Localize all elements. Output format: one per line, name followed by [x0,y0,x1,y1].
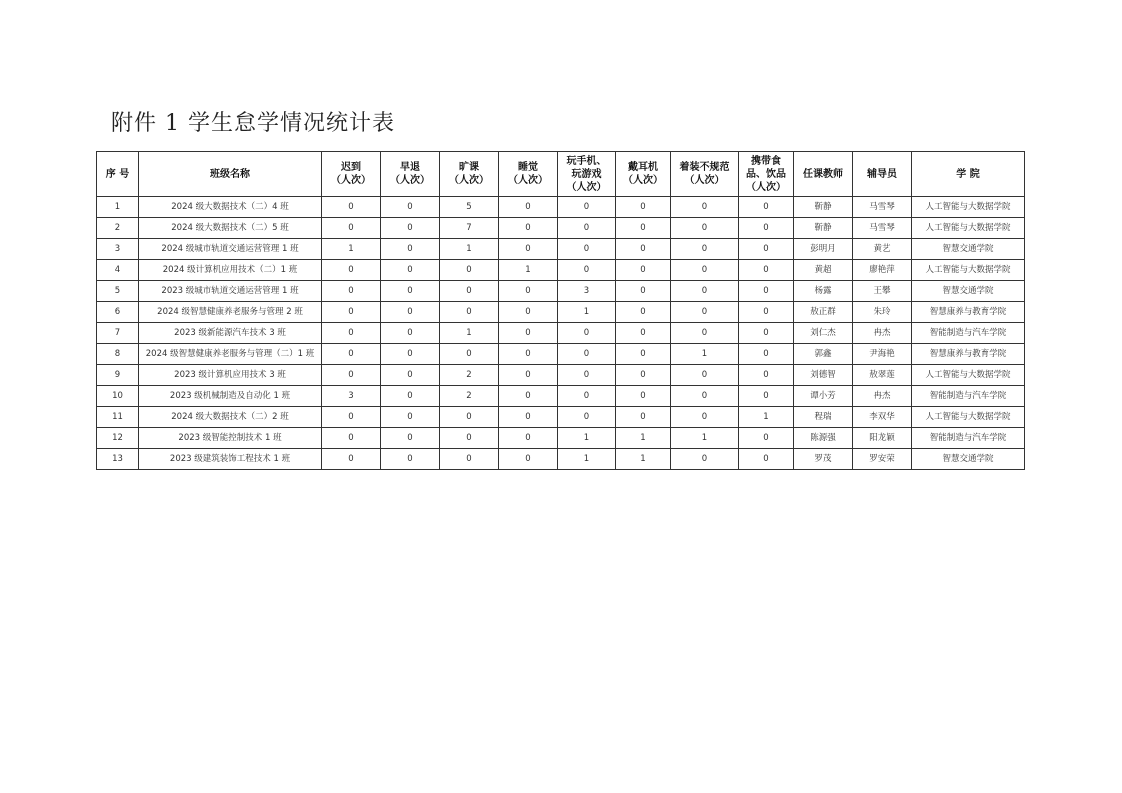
header-earphones-line: 戴耳机 [628,162,658,173]
table-cell: 郭鑫 [794,344,853,365]
table-cell: 王攀 [853,281,912,302]
table-cell: 2023 级城市轨道交通运营管理 1 班 [139,281,322,302]
header-college [912,152,1025,197]
table-cell: 0 [616,386,671,407]
table-cell: 0 [381,365,440,386]
table-cell: 0 [322,428,381,449]
table-cell: 0 [322,218,381,239]
table-cell: 靳静 [794,218,853,239]
header-phone-games-line: 玩手机、 [566,155,607,167]
table-cell: 0 [558,407,616,428]
table-cell: 0 [322,323,381,344]
table-cell: 3 [558,281,616,302]
table-cell: 0 [616,302,671,323]
table-cell: 0 [739,323,794,344]
table-cell: 人工智能与大数据学院 [912,197,1025,218]
table-cell: 2 [440,365,499,386]
table-cell: 黄超 [794,260,853,281]
table-cell: 2023 级计算机应用技术 3 班 [139,365,322,386]
table-cell: 2023 级建筑装饰工程技术 1 班 [139,449,322,470]
header-earphones [616,152,671,197]
table-cell: 廖艳萍 [853,260,912,281]
table-cell: 陈源强 [794,428,853,449]
table-cell: 1 [499,260,558,281]
table-cell: 智慧交通学院 [912,449,1025,470]
table-cell: 0 [322,260,381,281]
table-cell: 0 [616,197,671,218]
table-cell: 0 [499,281,558,302]
table-row [97,218,1025,239]
table-cell: 0 [499,344,558,365]
header-phone-games-line: 玩游戏 [571,168,602,180]
table-cell: 0 [440,281,499,302]
header-dress-code-line: 着装不规范 [679,162,730,173]
table-cell: 0 [499,365,558,386]
table-cell: 0 [616,407,671,428]
table-cell: 人工智能与大数据学院 [912,365,1025,386]
table-cell: 1 [97,197,139,218]
table-cell: 阳龙颖 [853,428,912,449]
header-teacher [794,152,853,197]
table-cell: 13 [97,449,139,470]
table-cell: 人工智能与大数据学院 [912,260,1025,281]
header-phone-games [558,152,616,197]
table-cell: 0 [739,449,794,470]
table-cell: 2024 级大数据技术（二）5 班 [139,218,322,239]
table-row [97,302,1025,323]
header-counselor [853,152,912,197]
table-cell: 智慧交通学院 [912,239,1025,260]
header-college-line: 学 院 [956,168,980,180]
table-row [97,407,1025,428]
header-late-line: （人次） [331,175,371,186]
table-cell: 7 [97,323,139,344]
table-cell: 智慧交通学院 [912,281,1025,302]
table-cell: 0 [671,365,739,386]
table-cell: 2 [97,218,139,239]
table-cell: 0 [616,323,671,344]
table-cell: 9 [97,365,139,386]
header-early-leave-line: 早退 [400,162,420,173]
table-cell: 0 [671,449,739,470]
table-cell: 1 [671,344,739,365]
table-cell: 0 [322,281,381,302]
table-cell: 0 [499,323,558,344]
table-body [97,197,1025,470]
header-index [97,152,139,197]
table-cell: 2024 级大数据技术（二）2 班 [139,407,322,428]
table-cell: 2024 级大数据技术（二）4 班 [139,197,322,218]
table-cell: 0 [499,407,558,428]
header-class-name [139,152,322,197]
table-cell: 0 [440,428,499,449]
table-row [97,449,1025,470]
table-cell: 尹海艳 [853,344,912,365]
table-cell: 0 [739,239,794,260]
table-cell: 彭明月 [794,239,853,260]
header-early-leave [381,152,440,197]
table-cell: 0 [440,302,499,323]
table-cell: 3 [97,239,139,260]
table-cell: 0 [671,386,739,407]
header-teacher-line: 任课教师 [803,168,843,180]
header-absent [440,152,499,197]
table-cell: 刘仁杰 [794,323,853,344]
table-cell: 0 [671,302,739,323]
table-cell: 1 [558,428,616,449]
table-cell: 0 [739,428,794,449]
table-cell: 0 [671,239,739,260]
table-cell: 智慧康养与教育学院 [912,344,1025,365]
table-cell: 李双华 [853,407,912,428]
table-cell: 罗安荣 [853,449,912,470]
table-cell: 2024 级城市轨道交通运营管理 1 班 [139,239,322,260]
table-cell: 智能制造与汽车学院 [912,386,1025,407]
table-cell: 11 [97,407,139,428]
table-cell: 敖翠莲 [853,365,912,386]
table-cell: 智能制造与汽车学院 [912,323,1025,344]
table-cell: 0 [322,449,381,470]
table-cell: 0 [381,344,440,365]
table-row [97,239,1025,260]
table-cell: 0 [381,428,440,449]
table-cell: 0 [322,407,381,428]
table-row [97,386,1025,407]
table-cell: 敖正群 [794,302,853,323]
table-cell: 0 [739,386,794,407]
table-cell: 4 [97,260,139,281]
table-cell: 人工智能与大数据学院 [912,218,1025,239]
table-cell: 马雪琴 [853,197,912,218]
table-cell: 刘德智 [794,365,853,386]
table-row [97,197,1025,218]
table-cell: 1 [739,407,794,428]
table-cell: 程瑞 [794,407,853,428]
table-cell: 0 [671,218,739,239]
header-absent-line: （人次） [449,175,489,186]
table-cell: 0 [499,428,558,449]
table-cell: 0 [322,197,381,218]
header-sleeping [499,152,558,197]
header-phone-games-line: （人次） [566,181,607,193]
table-cell: 0 [616,218,671,239]
table-cell: 0 [739,344,794,365]
header-dress-code [671,152,739,197]
table-cell: 0 [558,365,616,386]
header-sleeping-line: 睡觉 [518,162,538,173]
table-cell: 3 [322,386,381,407]
table-cell: 0 [381,260,440,281]
table-cell: 0 [381,302,440,323]
table-cell: 1 [671,428,739,449]
table-cell: 0 [558,239,616,260]
table-row [97,323,1025,344]
table-cell: 12 [97,428,139,449]
table-cell: 罗茂 [794,449,853,470]
table-cell: 朱玲 [853,302,912,323]
table-cell: 0 [381,197,440,218]
table-cell: 0 [558,386,616,407]
table-row [97,260,1025,281]
table-cell: 0 [440,260,499,281]
table-cell: 0 [381,449,440,470]
table-cell: 0 [616,239,671,260]
table-row [97,281,1025,302]
table-row [97,365,1025,386]
table-cell: 0 [440,449,499,470]
header-class-name-line: 班级名称 [210,168,250,180]
header-food-drink-line: 携带食 [751,155,781,167]
table-cell: 0 [671,260,739,281]
table-cell: 0 [616,260,671,281]
table-cell: 0 [558,344,616,365]
table-cell: 人工智能与大数据学院 [912,407,1025,428]
header-index-line: 序 号 [105,168,130,180]
table-cell: 1 [440,323,499,344]
table-cell: 2023 级新能源汽车技术 3 班 [139,323,322,344]
table-cell: 0 [671,323,739,344]
table-cell: 1 [440,239,499,260]
table-cell: 6 [97,302,139,323]
table-cell: 0 [616,344,671,365]
table-cell: 0 [616,281,671,302]
table-row [97,428,1025,449]
table-cell: 2024 级计算机应用技术（二）1 班 [139,260,322,281]
table-cell: 5 [97,281,139,302]
table-cell: 0 [499,386,558,407]
table-cell: 1 [558,302,616,323]
table-cell: 杨露 [794,281,853,302]
header-absent-line: 旷课 [459,162,479,173]
table-cell: 冉杰 [853,386,912,407]
table-cell: 0 [499,302,558,323]
header-counselor-line: 辅导员 [867,168,897,180]
table-cell: 0 [739,281,794,302]
table-cell: 谭小芳 [794,386,853,407]
table-cell: 0 [381,239,440,260]
table-cell: 0 [739,365,794,386]
table-cell: 0 [381,407,440,428]
table-cell: 0 [558,218,616,239]
table-cell: 0 [499,218,558,239]
table-cell: 1 [558,449,616,470]
table-cell: 0 [322,302,381,323]
table-header-row [97,152,1025,197]
table-cell: 0 [739,302,794,323]
table-cell: 马雪琴 [853,218,912,239]
table-cell: 0 [322,344,381,365]
table-cell: 2023 级智能控制技术 1 班 [139,428,322,449]
header-early-leave-line: （人次） [390,175,430,186]
table-cell: 2 [440,386,499,407]
header-late-line: 迟到 [341,162,361,173]
table-cell: 0 [739,218,794,239]
table-cell: 0 [739,260,794,281]
header-food-drink-line: 品、饮品 [746,168,786,180]
statistics-table [96,151,1025,470]
table-cell: 0 [671,281,739,302]
table-cell: 1 [616,449,671,470]
table-cell: 1 [616,428,671,449]
table-cell: 黄艺 [853,239,912,260]
table-row [97,344,1025,365]
header-dress-code-line: （人次） [684,175,725,186]
header-food-drink [739,152,794,197]
table-cell: 5 [440,197,499,218]
header-food-drink-line: （人次） [746,181,786,193]
table-cell: 0 [671,197,739,218]
page-title: 附件 1 学生怠学情况统计表 [111,111,395,136]
table-cell: 0 [440,344,499,365]
table-cell: 0 [381,323,440,344]
table-cell: 智能制造与汽车学院 [912,428,1025,449]
table-cell: 智慧康养与教育学院 [912,302,1025,323]
table-cell: 靳静 [794,197,853,218]
table-cell: 0 [671,407,739,428]
table-cell: 0 [322,365,381,386]
header-sleeping-line: （人次） [508,175,548,186]
table-cell: 0 [499,197,558,218]
table-cell: 0 [558,323,616,344]
table-cell: 0 [499,239,558,260]
table-cell: 2024 级智慧健康养老服务与管理 2 班 [139,302,322,323]
header-earphones-line: （人次） [623,175,663,186]
table-cell: 0 [381,386,440,407]
table-cell: 0 [558,197,616,218]
table-cell: 0 [616,365,671,386]
table-cell: 1 [322,239,381,260]
table-cell: 0 [558,260,616,281]
table-cell: 0 [381,281,440,302]
table-cell: 2024 级智慧健康养老服务与管理（二）1 班 [139,344,322,365]
table-cell: 0 [440,407,499,428]
header-late [322,152,381,197]
table-cell: 8 [97,344,139,365]
table-cell: 10 [97,386,139,407]
table-cell: 2023 级机械制造及自动化 1 班 [139,386,322,407]
table-cell: 冉杰 [853,323,912,344]
table-cell: 7 [440,218,499,239]
table-cell: 0 [739,197,794,218]
table-cell: 0 [499,449,558,470]
table-cell: 0 [381,218,440,239]
